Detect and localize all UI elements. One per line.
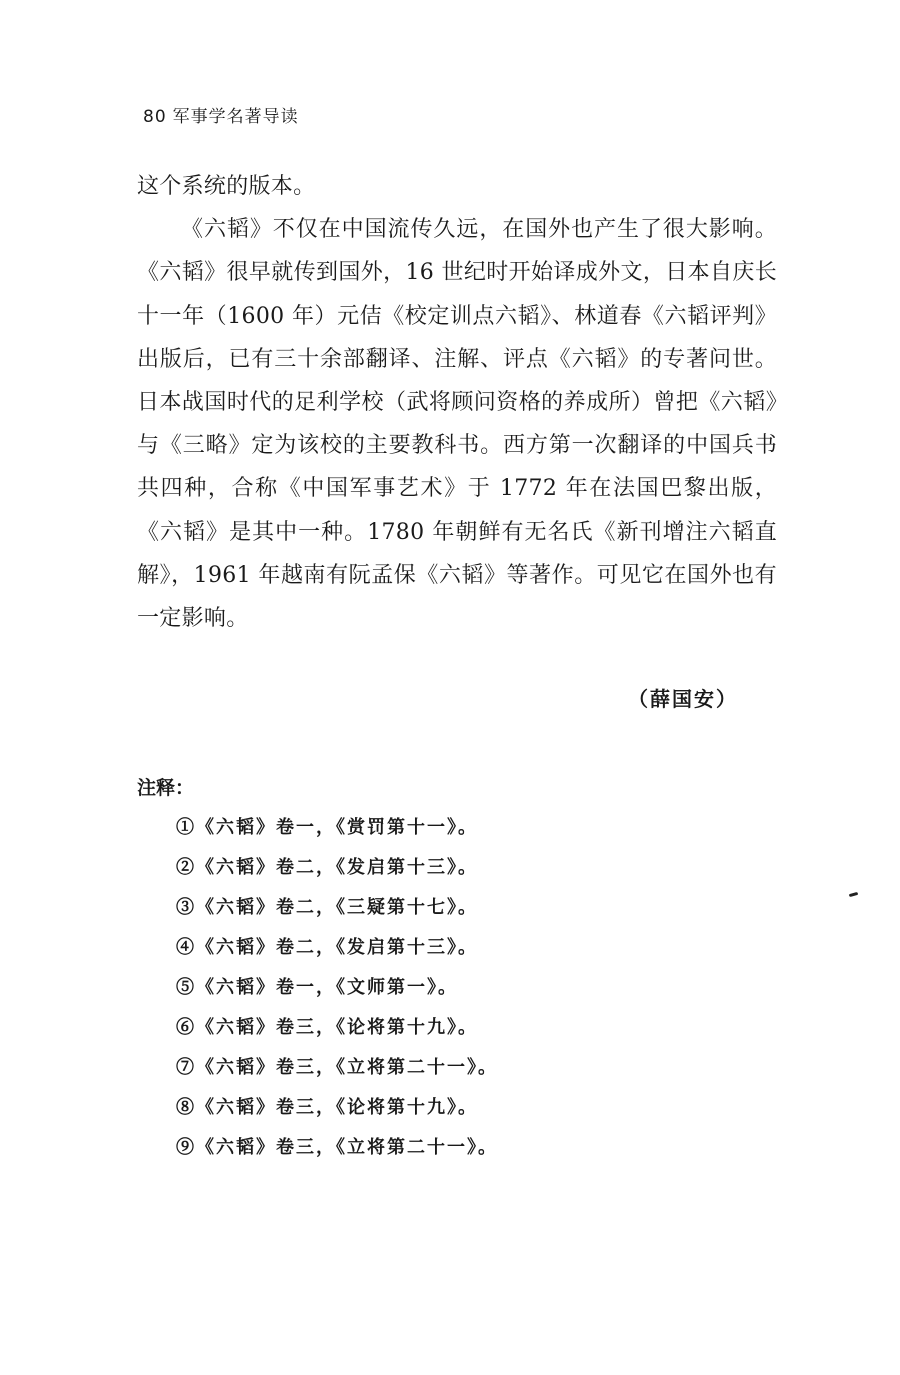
note-item: ②《六韬》卷二，《发启第十三》。	[176, 857, 478, 878]
paragraph-continued: 这个系统的版本。	[137, 174, 316, 199]
note-item: ④《六韬》卷二，《发启第十三》。	[176, 937, 478, 958]
note-item: ⑦《六韬》卷三，《立将第二十一》。	[176, 1057, 498, 1078]
author-signature: （薛国安）	[628, 687, 738, 711]
ink-speck	[849, 892, 858, 897]
running-header	[143, 102, 299, 127]
notes-list	[176, 808, 498, 1168]
note-item: ⑤《六韬》卷一，《文师第一》。	[176, 977, 458, 998]
page-number: 80	[143, 107, 167, 127]
book-title: 军事学名著导读	[172, 107, 299, 127]
note-item: ⑥《六韬》卷三，《论将第十九》。	[176, 1017, 478, 1038]
notes-title: 注释：	[137, 777, 195, 799]
note-item: ⑧《六韬》卷三，《论将第十九》。	[176, 1097, 478, 1118]
paragraph-liutao-influence: 《六韬》不仅在中国流传久远，在国外也产生了很大影响。《六韬》很早就传到国外，16 世纪时开始译成外文，日本自庆长十一年（1600 年）元佶《校定训点六韬》、林道春《六韬评判》出版后，已有三十余部翻译、注解、评点《六韬》的专著问世。日本战国时代的足利学校（武将顾问资格的养成所）曾把《六韬》与《三略》定为该校的主要教科书。西方第一次翻译的中国兵书共四种，合称《中国军事艺术》于 1772 年在法国巴黎出版，《六韬》是其中一种。1780 年朝鲜有无名氏《新刊增注六韬直解》，1961 年越南有阮孟保《六韬》等著作。可见它在国外也有一定影响。	[137, 217, 777, 632]
body-text	[137, 165, 777, 640]
note-item: ③《六韬》卷二，《三疑第十七》。	[176, 897, 478, 918]
note-item: ①《六韬》卷一，《赏罚第十一》。	[176, 817, 478, 838]
note-item: ⑨《六韬》卷三，《立将第二十一》。	[176, 1137, 498, 1158]
